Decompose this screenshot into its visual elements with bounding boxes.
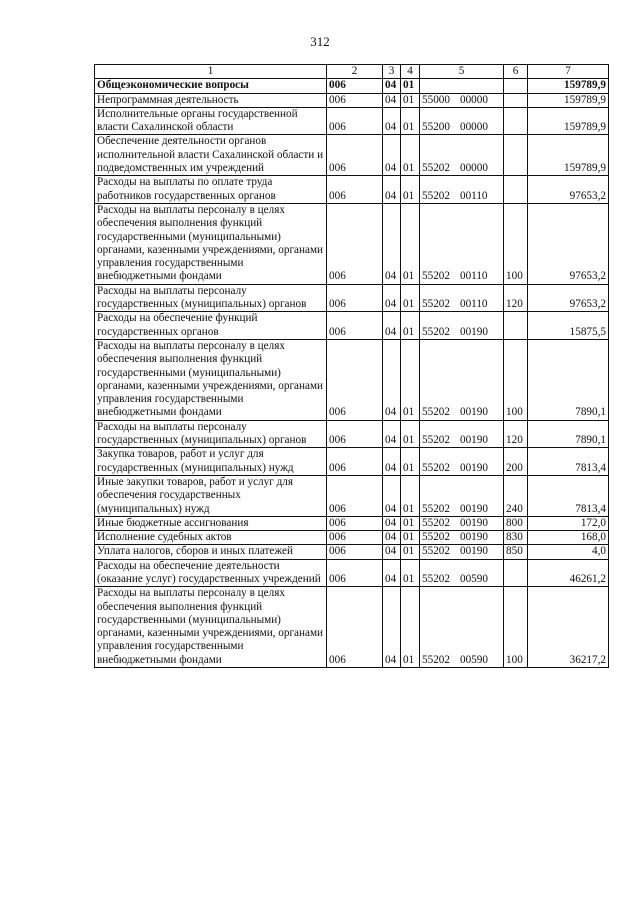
target-article-program: 55202 [422, 572, 450, 585]
amount-cell: 97653,2 [528, 203, 609, 284]
expense-type-cell [504, 559, 528, 587]
target-article-program: 55202 [422, 406, 450, 419]
section-code-cell: 04 [383, 475, 401, 516]
ministry-code-cell: 006 [327, 107, 383, 135]
ministry-code-cell: 006 [327, 203, 383, 284]
amount-cell: 172,0 [528, 516, 609, 530]
section-code-cell: 04 [383, 107, 401, 135]
target-article-program: 55202 [422, 298, 450, 311]
subsection-code-cell: 01 [401, 135, 420, 176]
target-article-program: 55202 [422, 461, 450, 474]
page-number: 312 [310, 34, 330, 49]
table-row [95, 107, 609, 135]
target-article-direction: 00110 [459, 298, 488, 311]
target-article-direction: 00590 [459, 572, 488, 585]
target-article-program: 55202 [422, 545, 450, 558]
ministry-code-cell: 006 [327, 284, 383, 312]
table-row [95, 312, 609, 340]
ministry-code-cell: 006 [327, 79, 383, 93]
target-article-cell [420, 475, 504, 516]
item-name-cell: Иные бюджетные ассигнования [95, 516, 327, 530]
amount-cell: 7813,4 [528, 475, 609, 516]
amount-cell: 168,0 [528, 531, 609, 545]
item-name-cell: Исполнение судебных актов [95, 531, 327, 545]
expense-type-cell [504, 312, 528, 340]
item-name-cell: Обеспечение деятельности органов исполнительной власти Сахалинской области и подведомственных им учреждений [95, 135, 327, 176]
column-header: 4 [401, 65, 420, 79]
target-article-direction: 00000 [459, 162, 488, 175]
section-code-cell: 04 [383, 587, 401, 668]
ministry-code-cell: 006 [327, 559, 383, 587]
subsection-code-cell: 01 [401, 545, 420, 559]
table-row [95, 559, 609, 587]
item-name-cell: Непрограммная деятельность [95, 93, 327, 107]
amount-cell: 15875,5 [528, 312, 609, 340]
amount-cell: 159789,9 [528, 93, 609, 107]
table-row [95, 203, 609, 284]
column-header: 2 [327, 65, 383, 79]
expense-type-cell [504, 176, 528, 204]
target-article-program: 55202 [422, 325, 450, 338]
item-name-cell: Общеэкономические вопросы [95, 79, 327, 93]
amount-cell: 7890,1 [528, 420, 609, 448]
subsection-code-cell: 01 [401, 79, 420, 93]
ministry-code-cell: 006 [327, 176, 383, 204]
target-article-cell [420, 516, 504, 530]
target-article-program: 55202 [422, 653, 450, 666]
target-article-cell [420, 339, 504, 420]
table-row [95, 545, 609, 559]
target-article-direction: 00110 [459, 270, 488, 283]
section-code-cell: 04 [383, 448, 401, 476]
expense-type-cell [504, 93, 528, 107]
subsection-code-cell: 01 [401, 93, 420, 107]
subsection-code-cell: 01 [401, 176, 420, 204]
target-article-cell [420, 559, 504, 587]
target-article-cell [420, 93, 504, 107]
column-header: 7 [528, 65, 609, 79]
section-code-cell: 04 [383, 176, 401, 204]
section-code-cell: 04 [383, 339, 401, 420]
ministry-code-cell: 006 [327, 587, 383, 668]
item-name-cell: Расходы на обеспечение деятельности (оказание услуг) государственных учреждений [95, 559, 327, 587]
amount-cell: 97653,2 [528, 176, 609, 204]
section-code-cell: 04 [383, 531, 401, 545]
section-code-cell: 04 [383, 203, 401, 284]
target-article-cell [420, 79, 504, 93]
amount-cell: 159789,9 [528, 107, 609, 135]
amount-cell: 4,0 [528, 545, 609, 559]
expense-type-cell: 120 [504, 420, 528, 448]
ministry-code-cell: 006 [327, 420, 383, 448]
expense-type-cell [504, 79, 528, 93]
item-name-cell: Закупка товаров, работ и услуг для государственных (муниципальных) нужд [95, 448, 327, 476]
subsection-code-cell: 01 [401, 516, 420, 530]
item-name-cell: Расходы на выплаты персоналу в целях обеспечения выполнения функций государственными (муниципальными) органами, казенными учреждениями, органами управления государственными внебюджетными фондами [95, 203, 327, 284]
table-row [95, 587, 609, 668]
section-code-cell: 04 [383, 420, 401, 448]
ministry-code-cell: 006 [327, 545, 383, 559]
amount-cell: 159789,9 [528, 135, 609, 176]
target-article-program: 55202 [422, 270, 450, 283]
table-row [95, 475, 609, 516]
target-article-cell [420, 176, 504, 204]
target-article-direction: 00190 [459, 502, 488, 515]
ministry-code-cell: 006 [327, 312, 383, 340]
subsection-code-cell: 01 [401, 107, 420, 135]
ministry-code-cell: 006 [327, 339, 383, 420]
expense-type-cell: 100 [504, 339, 528, 420]
target-article-cell [420, 587, 504, 668]
target-article-cell [420, 312, 504, 340]
expense-type-cell [504, 107, 528, 135]
table-row [95, 79, 609, 93]
amount-cell: 159789,9 [528, 79, 609, 93]
section-code-cell: 04 [383, 312, 401, 340]
target-article-cell [420, 203, 504, 284]
item-name-cell: Уплата налогов, сборов и иных платежей [95, 545, 327, 559]
ministry-code-cell: 006 [327, 475, 383, 516]
expense-type-cell: 800 [504, 516, 528, 530]
item-name-cell: Расходы на обеспечение функций государственных органов [95, 312, 327, 340]
expense-type-cell: 100 [504, 203, 528, 284]
amount-cell: 97653,2 [528, 284, 609, 312]
table-row [95, 448, 609, 476]
amount-cell: 7890,1 [528, 339, 609, 420]
amount-cell: 36217,2 [528, 587, 609, 668]
subsection-code-cell: 01 [401, 284, 420, 312]
subsection-code-cell: 01 [401, 312, 420, 340]
expense-type-cell [504, 135, 528, 176]
target-article-direction: 00110 [459, 189, 488, 202]
target-article-program: 55202 [422, 516, 450, 529]
table-row [95, 531, 609, 545]
target-article-program: 55202 [422, 531, 450, 544]
section-code-cell: 04 [383, 284, 401, 312]
target-article-program: 55202 [422, 502, 450, 515]
ministry-code-cell: 006 [327, 531, 383, 545]
subsection-code-cell: 01 [401, 559, 420, 587]
target-article-cell [420, 545, 504, 559]
ministry-code-cell: 006 [327, 516, 383, 530]
table-row [95, 339, 609, 420]
expense-type-cell: 830 [504, 531, 528, 545]
target-article-direction: 00000 [459, 121, 488, 134]
section-code-cell: 04 [383, 559, 401, 587]
target-article-program: 55000 [422, 93, 450, 106]
expense-type-cell: 120 [504, 284, 528, 312]
column-header: 1 [95, 65, 327, 79]
target-article-direction: 00190 [459, 545, 488, 558]
target-article-direction: 00000 [459, 93, 488, 106]
subsection-code-cell: 01 [401, 531, 420, 545]
target-article-cell [420, 284, 504, 312]
target-article-program: 55202 [422, 162, 450, 175]
table-row [95, 420, 609, 448]
item-name-cell: Иные закупки товаров, работ и услуг для обеспечения государственных (муниципальных) нужд [95, 475, 327, 516]
table-row [95, 93, 609, 107]
budget-table [94, 64, 609, 668]
column-header: 3 [383, 65, 401, 79]
target-article-direction: 00190 [459, 434, 488, 447]
table-row [95, 284, 609, 312]
subsection-code-cell: 01 [401, 339, 420, 420]
expense-type-cell: 100 [504, 587, 528, 668]
section-code-cell: 04 [383, 516, 401, 530]
header-row [95, 65, 609, 79]
target-article-direction: 00590 [459, 653, 488, 666]
target-article-cell [420, 448, 504, 476]
target-article-direction: 00190 [459, 325, 488, 338]
section-code-cell: 04 [383, 545, 401, 559]
target-article-direction: 00190 [459, 461, 488, 474]
subsection-code-cell: 01 [401, 203, 420, 284]
table-row [95, 135, 609, 176]
section-code-cell: 04 [383, 79, 401, 93]
target-article-cell [420, 531, 504, 545]
target-article-cell [420, 107, 504, 135]
ministry-code-cell: 006 [327, 448, 383, 476]
section-code-cell: 04 [383, 135, 401, 176]
subsection-code-cell: 01 [401, 420, 420, 448]
target-article-program: 55202 [422, 189, 450, 202]
item-name-cell: Расходы на выплаты по оплате труда работников государственных органов [95, 176, 327, 204]
expense-type-cell: 200 [504, 448, 528, 476]
table-row [95, 176, 609, 204]
expense-type-cell: 850 [504, 545, 528, 559]
amount-cell: 7813,4 [528, 448, 609, 476]
subsection-code-cell: 01 [401, 587, 420, 668]
item-name-cell: Расходы на выплаты персоналу государственных (муниципальных) органов [95, 420, 327, 448]
ministry-code-cell: 006 [327, 93, 383, 107]
target-article-cell [420, 135, 504, 176]
section-code-cell: 04 [383, 93, 401, 107]
ministry-code-cell: 006 [327, 135, 383, 176]
target-article-direction: 00190 [459, 516, 488, 529]
subsection-code-cell: 01 [401, 448, 420, 476]
target-article-program: 55200 [422, 121, 450, 134]
target-article-cell [420, 420, 504, 448]
column-header: 6 [504, 65, 528, 79]
amount-cell: 46261,2 [528, 559, 609, 587]
item-name-cell: Исполнительные органы государственной власти Сахалинской области [95, 107, 327, 135]
table-row [95, 516, 609, 530]
item-name-cell: Расходы на выплаты персоналу в целях обеспечения выполнения функций государственными (муниципальными) органами, казенными учреждениями, органами управления государственными внебюджетными фондами [95, 587, 327, 668]
item-name-cell: Расходы на выплаты персоналу в целях обеспечения выполнения функций государственными (муниципальными) органами, казенными учреждениями, органами управления государственными внебюджетными фондами [95, 339, 327, 420]
expense-type-cell: 240 [504, 475, 528, 516]
subsection-code-cell: 01 [401, 475, 420, 516]
column-header: 5 [420, 65, 504, 79]
target-article-direction: 00190 [459, 406, 488, 419]
target-article-direction: 00190 [459, 531, 488, 544]
target-article-program: 55202 [422, 434, 450, 447]
item-name-cell: Расходы на выплаты персоналу государственных (муниципальных) органов [95, 284, 327, 312]
